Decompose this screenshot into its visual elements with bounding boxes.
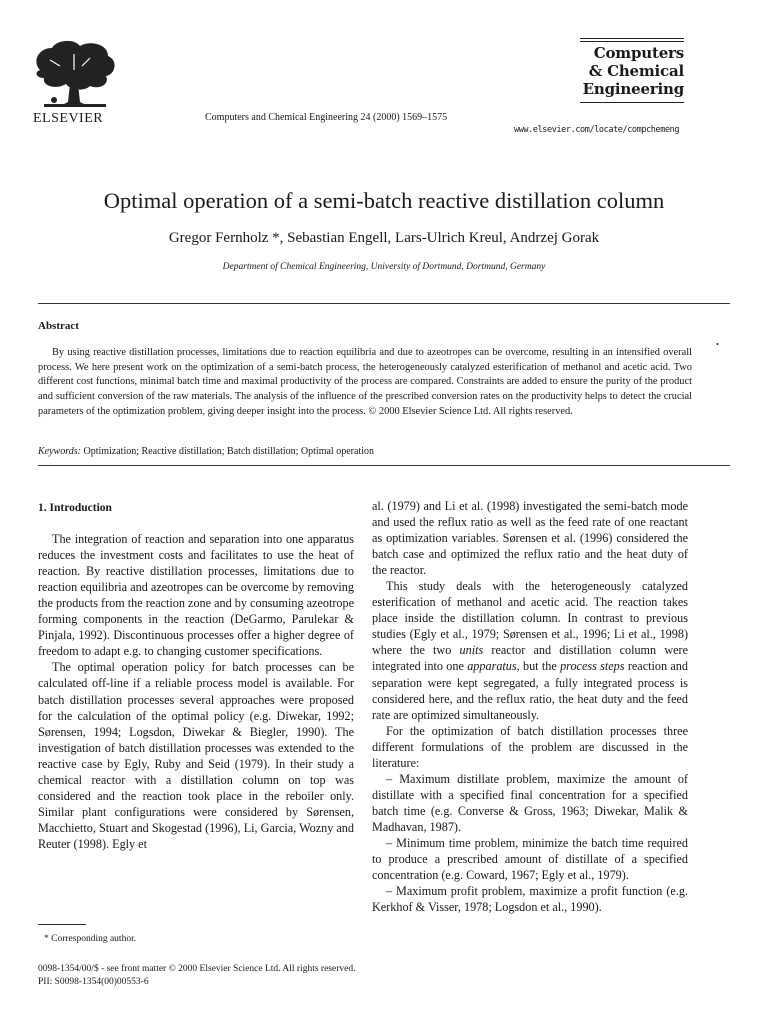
brand-rule-top-2: [580, 41, 684, 42]
p2-units: units: [459, 643, 484, 658]
p2-text-a: This study deals with the heterogeneously catalyzed esterification of methanol and acetic acid. The reaction takes place inside the distillation column. In contrast to previous studies (Egly et al., 1979; Sørensen et al., 1996; Li et al., 1998) where the two: [372, 579, 688, 658]
left-column: [38, 500, 354, 852]
elsevier-tree-logo: [30, 40, 118, 110]
corresponding-author-footnote: * Corresponding author.: [44, 934, 137, 944]
abstract-heading: Abstract: [38, 320, 79, 332]
intro-paragraph-1: The integration of reaction and separation into one apparatus reduces the investment costs and facilitates to use the heat of reaction. By reactive distillation processes, limitations due to reaction equilibria and azeotropes can be overcome by removing the products from the reaction zone and by consuming azeotrope forming components in the reaction (DeGarmo, Parulekar & Pinjala, 1992). Discontinuous processes offer a higher degree of freedom to adapt e.g. to changing customer specifications.: [38, 532, 354, 659]
pii-line: PII: S0098-1354(00)00553-6: [38, 977, 149, 987]
footnote-rule: [38, 924, 86, 925]
brand-line-2: & Chemical: [588, 62, 684, 80]
journal-url[interactable]: www.elsevier.com/locate/compchemeng: [514, 125, 680, 135]
intro-paragraph-2: The optimal operation policy for batch processes can be calculated off-line if a reliable process model is available. For batch distillation processes several approaches were proposed for the calculation of the optimal policy (e.g. Diwekar, 1992; Sørensen, 1994; Logsdon, Diwekar & Biegler, 1990). The investigation of batch distillation processes was extended to the reactive case by Egly, Ruby and Seid (1979). In their study a chemical reactor with a distillation column on top was considered and the reaction took place in the reboiler only. Similar plant configurations were considered by Sørensen, Macchietto, Stuart and Skogestad (1996), Li, Garcia, Wozny and Reuter (1998). Egly et: [38, 660, 354, 851]
keywords-line: [38, 446, 374, 457]
p2-apparatus: apparatus: [467, 659, 517, 674]
right-column: [372, 498, 688, 915]
right-paragraph-2: [372, 578, 688, 722]
p2-text-c: , but the: [516, 659, 561, 674]
brand-line-3: Engineering: [582, 80, 684, 98]
right-paragraph-3: For the optimization of batch distillation processes three different formulations of the problem are discussed in the literature:: [372, 723, 688, 770]
front-matter-line: 0098-1354/00/$ - see front matter © 2000 Elsevier Science Ltd. All rights reserved.: [38, 964, 356, 974]
journal-brand: [580, 38, 684, 103]
author-list: Gregor Fernholz *, Sebastian Engell, Lars-Ulrich Kreul, Andrzej Gorak: [168, 230, 600, 246]
p2-process-steps: process steps: [560, 659, 625, 674]
keywords-label: Keywords:: [38, 446, 81, 457]
section-heading-introduction: 1. Introduction: [38, 502, 112, 514]
brand-rule-bottom: [580, 102, 684, 103]
journal-reference: Computers and Chemical Engineering 24 (2000) 1569–1575: [205, 112, 448, 123]
list-item-maximum-distillate: – Maximum distillate problem, maximize the amount of distillate with a specified final concentration for a specified batch time (e.g. Converse & Gross, 1963; Diwekar, Malik & Madhavan, 1987).: [372, 771, 688, 834]
p2-text-d: reaction and separation were kept segregated, a fully integrated process is considered here, and the reflux ratio, the heat duty and the feed rate are optimized simultaneously.: [372, 659, 688, 722]
divider-bottom: [38, 465, 730, 466]
author-affiliation: Department of Chemical Engineering, University of Dortmund, Dortmund, Germany: [222, 262, 546, 272]
list-item-maximum-profit: – Maximum profit problem, maximize a profit function (e.g. Kerkhof & Visser, 1978; Logsdon et al., 1990).: [372, 884, 688, 915]
divider-top: [38, 303, 730, 304]
right-paragraph-1: al. (1979) and Li et al. (1998) investigated the semi-batch mode and used the reflux ratio as well as the feed rate of one reactant as optimization variables. Sørensen et al. (1996) considered the batch case and optimized the reflux ratio and the heat duty of the reactor.: [372, 499, 688, 578]
brand-line-1: Computers: [593, 44, 684, 62]
article-title: Optimal operation of a semi-batch reactive distillation column: [103, 188, 665, 213]
brand-rule-top: [580, 38, 684, 39]
keywords-list: Optimization; Reactive distillation; Batch distillation; Optimal operation: [83, 446, 374, 457]
margin-mark: •: [716, 340, 719, 349]
publisher-name: ELSEVIER: [33, 111, 104, 126]
abstract-text: By using reactive distillation processes, limitations due to reaction equilibria and due to azeotropes can be overcome, resulting in an intensified overall process. We here present work on the optimization of a semi-batch process, the heterogeneously catalyzed esterification of methanol and acetic acid. Two different cost functions, minimal batch time and maximal productivity of the process are compared. Constraints are added to ensure the purity of the product and sufficient conversion of the raw materials. The analysis of the influence of the prescribed conversion rates on the productivity helps to detect the crucial parameters of the optimization problem, giving deeper insight into the process. © 2000 Elsevier Science Ltd. All rights reserved.: [38, 347, 692, 417]
list-item-minimum-time: – Minimum time problem, minimize the batch time required to produce a prescribed amount of distillate of a specified concentration (e.g. Coward, 1967; Egly et al., 1979).: [372, 835, 688, 883]
p2-text-b: reactor and distillation column were integrated into one: [372, 643, 688, 674]
